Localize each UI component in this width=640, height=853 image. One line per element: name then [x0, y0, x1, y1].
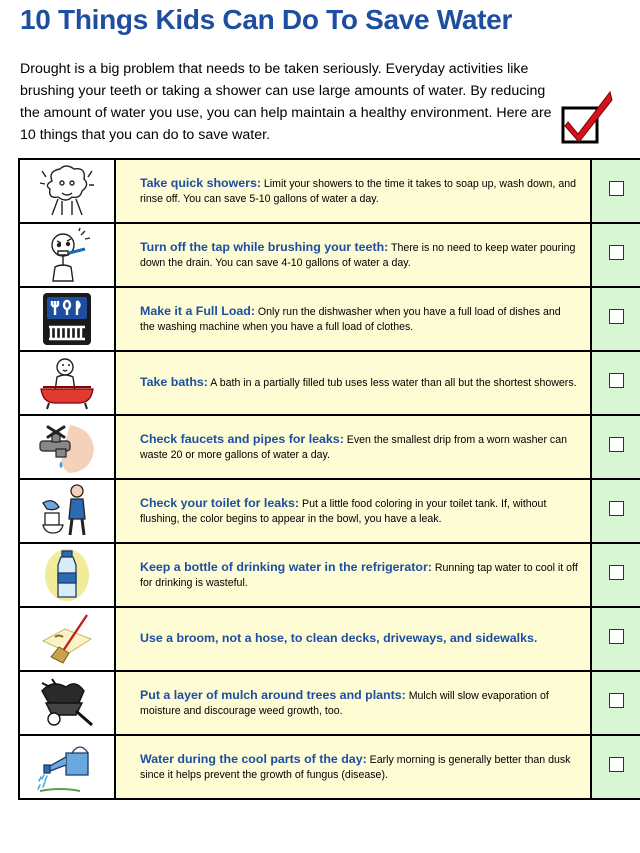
item-text: A bath in a partially filled tub uses less water than all but the shortest showers.: [207, 377, 577, 389]
item-checkbox[interactable]: [609, 245, 624, 260]
checkmark-icon: [560, 88, 614, 144]
broom-icon: [39, 611, 95, 667]
intro-paragraph: Drought is a big problem that needs to be taken seriously. Everyday activities like brushing your teeth or taking a shower can use large amounts of water. By reducing the amount of water you use, you can help maintain a healthy environment. Here are 10 things that you can do to save water.: [20, 61, 552, 143]
dishwasher-icon: [41, 291, 93, 347]
list-item: [19, 351, 640, 415]
item-text: There is no need to keep water pouring down the drain. You can save 4-10 gallons of water a day.: [140, 241, 576, 269]
item-checkbox[interactable]: [609, 181, 624, 196]
item-checkbox[interactable]: [609, 437, 624, 452]
list-item: [19, 415, 640, 479]
item-lead: Keep a bottle of drinking water in the refrigerator:: [140, 559, 432, 574]
list-item: [19, 735, 640, 799]
item-lead: Check your toilet for leaks:: [140, 495, 300, 510]
list-item: [19, 479, 640, 543]
item-checkbox[interactable]: [609, 309, 624, 324]
water-bottle-icon: [42, 547, 92, 603]
toilet-icon: [39, 483, 95, 539]
item-text: Early morning is generally better than dusk since it helps prevent the growth of fungus (disease).: [140, 753, 571, 781]
item-lead: Put a layer of mulch around trees and plants:: [140, 687, 406, 702]
item-lead: Water during the cool parts of the day:: [140, 751, 367, 766]
list-item: [19, 671, 640, 735]
list-item: [19, 159, 640, 223]
item-checkbox[interactable]: [609, 757, 624, 772]
item-text: Only run the dishwasher when you have a full load of dishes and the washing machine when you have a full load of clothes.: [140, 305, 561, 333]
item-lead: Take quick showers:: [140, 175, 261, 190]
item-lead: Make it a Full Load:: [140, 303, 255, 318]
item-lead: Use a broom, not a hose, to clean decks, driveways, and sidewalks.: [140, 631, 538, 645]
page-title: 10 Things Kids Can Do To Save Water: [20, 4, 513, 35]
item-text: Limit your showers to the time it takes to soap up, wash down, and rinse off. You can save 5-10 gallons of water a day.: [140, 177, 576, 205]
item-checkbox[interactable]: [609, 629, 624, 644]
item-text: Put a little food coloring in your toilet tank. If, without flushing, the color begins to appear in the bowl, you have a leak.: [140, 497, 547, 525]
dripping-faucet-icon: [36, 419, 98, 475]
item-lead: Turn off the tap while brushing your teeth:: [140, 239, 389, 254]
wheelbarrow-mulch-icon: [36, 675, 98, 731]
list-item: [19, 223, 640, 287]
toothbrush-child-icon: [39, 227, 95, 283]
water-saving-list: [18, 158, 640, 800]
list-item: [19, 607, 640, 671]
item-checkbox[interactable]: [609, 693, 624, 708]
watering-can-icon: [36, 739, 98, 795]
item-text: Running tap water to cool it off for drinking is wasteful.: [140, 561, 578, 589]
shower-child-icon: [32, 163, 102, 219]
item-checkbox[interactable]: [609, 565, 624, 580]
item-checkbox[interactable]: [609, 373, 624, 388]
item-text: Even the smallest drip from a worn washer can waste 20 or more gallons of water a day.: [140, 433, 567, 461]
list-item: [19, 543, 640, 607]
item-lead: Take baths:: [140, 375, 208, 389]
item-text: Mulch will slow evaporation of moisture and discourage weed growth, too.: [140, 689, 549, 717]
item-checkbox[interactable]: [609, 501, 624, 516]
item-lead: Check faucets and pipes for leaks:: [140, 431, 344, 446]
bathtub-icon: [37, 355, 97, 411]
list-item: [19, 287, 640, 351]
